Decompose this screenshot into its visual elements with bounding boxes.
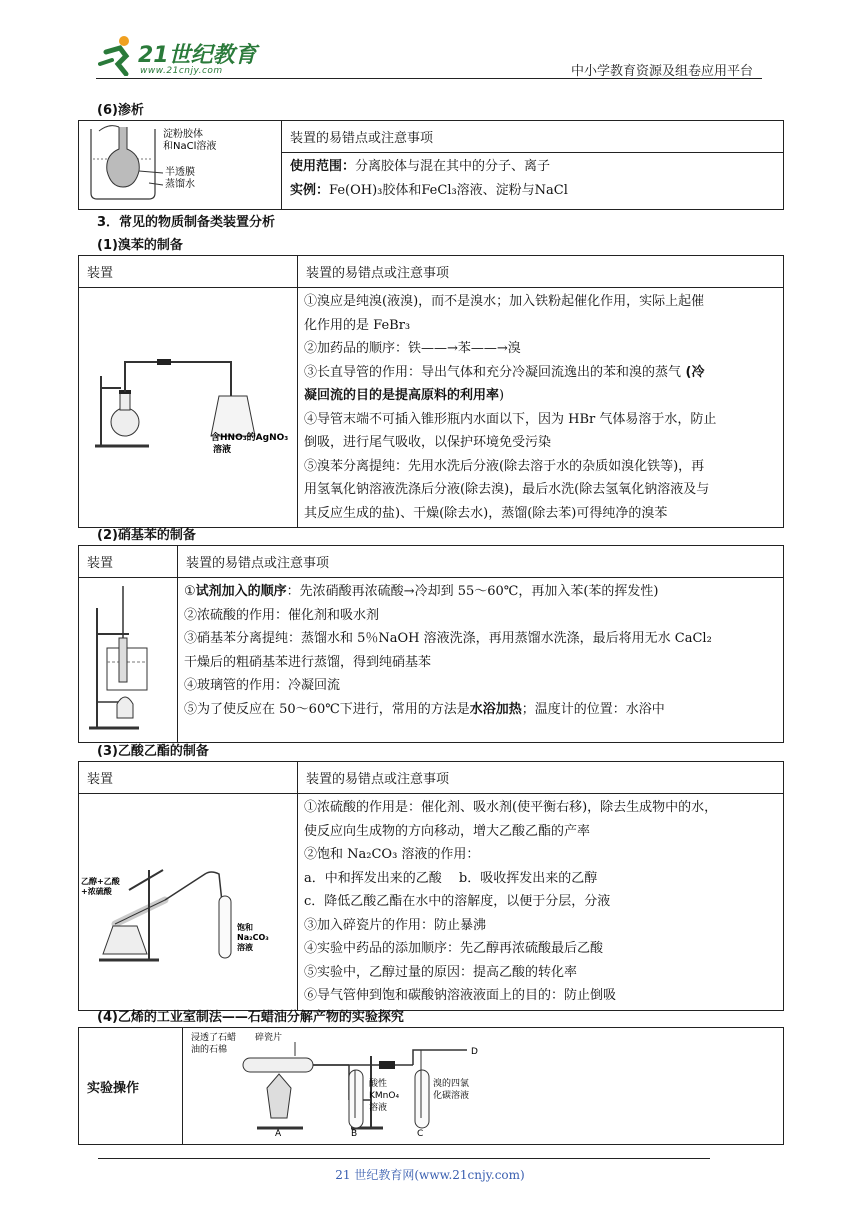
footer-link[interactable]: 21 世纪教育网(www.21cnjy.com) — [335, 1168, 525, 1182]
svg-text:和NaCl溶液: 和NaCl溶液 — [163, 141, 217, 152]
bromobenzene-col1: 装置 — [79, 256, 298, 288]
ethylene-apparatus-figure — [183, 1028, 783, 1140]
ethylene-figure-cell — [183, 1028, 784, 1145]
nitrobenzene-apparatus-figure — [79, 578, 169, 738]
logo-text: 21世纪教育 — [138, 43, 257, 68]
nitrobenzene-table — [78, 545, 784, 743]
bromobenzene-apparatus-figure — [79, 356, 289, 456]
svg-text:溶液: 溶液 — [369, 1103, 388, 1113]
bromobenzene-notes: ①溴应是纯溴(液溴)，而不是溴水；加入铁粉起催化作用，实际上起催 化作用的是 FeBr₃ ②加药品的顺序：铁——→苯——→溴 ③长直导管的作用：导出气体和充分冷凝回流逸出的苯和溴的蒸气 (冷 凝回流的目的是提高原料的利用率) ④导管末端不可插入锥形瓶内水面以下，因为 HBr 气体易溶于水，防止 倒吸，进行尾气吸收，以保护环境免受污染 ⑤溴苯分离提纯：先用水洗后分液(除去溶于水的杂质如溴化铁等)，再 用氢氧化钠溶液洗涤后分液(除去溴)，最后水洗(除去氢氧化钠溶液及与 其反应生成的盐)、干燥(除去水)，蒸馏(除去苯)可得纯净的溴苯 — [298, 288, 784, 528]
svg-text:Na₂CO₃: Na₂CO₃ — [237, 932, 269, 942]
ethylacetate-apparatus-figure — [79, 830, 289, 970]
nitrobenzene-figure-cell — [79, 578, 178, 743]
dialysis-header: 装置的易错点或注意事项 — [282, 121, 784, 153]
svg-text:含HNO₃的AgNO₃: 含HNO₃的AgNO₃ — [211, 432, 289, 443]
bromobenzene-col2: 装置的易错点或注意事项 — [298, 256, 784, 288]
ethylacetate-col1: 装置 — [79, 762, 298, 794]
dialysis-notes: 使用范围：分离胶体与混在其中的分子、离子 实例：Fe(OH)₃胶体和FeCl₃溶液、淀粉与NaCl — [282, 153, 784, 210]
svg-text:饱和: 饱和 — [237, 922, 253, 932]
svg-text:KMnO₄: KMnO₄ — [369, 1091, 400, 1101]
bromobenzene-figure-cell — [79, 288, 298, 528]
svg-text:淀粉胶体: 淀粉胶体 — [163, 129, 203, 140]
svg-text:溴的四氯: 溴的四氯 — [433, 1079, 470, 1089]
platform-name: 中小学教育资源及组卷应用平台 — [571, 64, 754, 79]
svg-text:化碳溶液: 化碳溶液 — [433, 1091, 470, 1101]
svg-text:蒸馏水: 蒸馏水 — [165, 179, 195, 190]
svg-text:半透膜: 半透膜 — [165, 167, 195, 178]
svg-text:酸性: 酸性 — [369, 1079, 388, 1089]
nitrobenzene-notes: ①试剂加入的顺序：先浓硝酸再浓硫酸→冷却到 55～60℃，再加入苯(苯的挥发性) ②浓硫酸的作用：催化剂和吸水剂 ③硝基苯分离提纯：蒸馏水和 5％NaOH 溶液洗涤，再用蒸馏水洗涤，最后将用无水 CaCl₂ 干燥后的粗硝基苯进行蒸馏，得到纯硝基苯 ④玻璃管的作用：冷凝回流 ⑤为了使反应在 50～60℃下进行，常用的方法是水浴加热；温度计的位置：水浴中 — [178, 578, 784, 743]
ethylene-title: (4)乙烯的工业室制法——石蜡油分解产物的实验探究 — [97, 1010, 404, 1025]
nitrobenzene-col2: 装置的易错点或注意事项 — [178, 546, 784, 578]
svg-text:乙醇+乙酸: 乙醇+乙酸 — [81, 876, 120, 886]
svg-text:C: C — [417, 1129, 424, 1139]
logo-url: www.21cnjy.com — [140, 66, 223, 76]
svg-text:A: A — [275, 1129, 282, 1139]
runner-logo-icon — [96, 34, 136, 76]
svg-text:溶液: 溶液 — [213, 444, 232, 455]
nitrobenzene-title: (2)硝基苯的制备 — [97, 528, 196, 543]
ethylene-table — [78, 1027, 784, 1145]
ethylacetate-figure-cell — [79, 794, 298, 1011]
svg-text:油的石棉: 油的石棉 — [191, 1045, 228, 1055]
bromobenzene-table — [78, 255, 784, 528]
svg-text:碎瓷片: 碎瓷片 — [255, 1033, 283, 1043]
ethylacetate-title: (3)乙酸乙酯的制备 — [97, 744, 209, 759]
ethylene-label: 实验操作 — [79, 1028, 183, 1145]
dialysis-apparatus-figure — [79, 121, 281, 205]
section3-title: 3．常见的物质制备类装置分析 — [97, 215, 276, 230]
bromobenzene-title: (1)溴苯的制备 — [97, 238, 183, 253]
svg-text:+浓硫酸: +浓硫酸 — [81, 886, 112, 896]
nitrobenzene-col1: 装置 — [79, 546, 178, 578]
ethylacetate-table — [78, 761, 784, 1011]
dialysis-table — [78, 120, 784, 210]
dialysis-figure-cell — [79, 121, 282, 210]
svg-text:B: B — [351, 1129, 358, 1139]
footer-divider — [98, 1158, 710, 1159]
svg-text:D: D — [471, 1047, 478, 1057]
svg-text:溶液: 溶液 — [237, 942, 253, 952]
dialysis-title: (6)渗析 — [97, 103, 144, 118]
svg-text:浸透了石蜡: 浸透了石蜡 — [191, 1033, 237, 1043]
ethylacetate-notes: ①浓硫酸的作用是：催化剂、吸水剂(使平衡右移)，除去生成物中的水， 使反应向生成物的方向移动，增大乙酸乙酯的产率 ②饱和 Na₂CO₃ 溶液的作用： a．中和挥发出来的乙酸 b．吸收挥发出来的乙醇 c．降低乙酸乙酯在水中的溶解度，以便于分层，分液 ③加入碎瓷片的作用：防止暴沸 ④实验中药品的添加顺序：先乙醇再浓硫酸最后乙酸 ⑤实验中，乙醇过量的原因：提高乙酸的转化率 ⑥导气管伸到饱和碳酸钠溶液液面上的目的：防止倒吸 — [298, 794, 784, 1011]
ethylacetate-col2: 装置的易错点或注意事项 — [298, 762, 784, 794]
header-divider — [96, 78, 762, 79]
